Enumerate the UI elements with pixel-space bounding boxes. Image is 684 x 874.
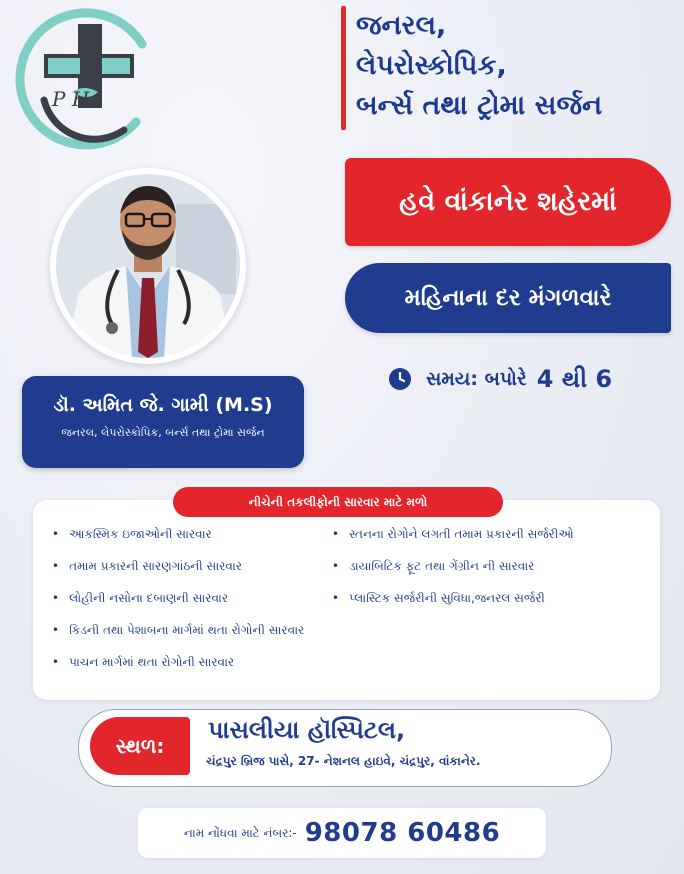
list-item: • તમામ પ્રકારની સારણગાંઠની સારવાર xyxy=(52,550,304,582)
list-item: • સ્તનના રોગોને લગતી તમામ પ્રકારની સર્જરીઓ xyxy=(332,518,574,550)
doctor-name: ડૉ. અમિત જે. ગામી (M.S) xyxy=(53,394,273,416)
list-item: • આકસ્મિક ઇજાઓની સારવાર xyxy=(52,518,304,550)
list-item: • ડાયાબિટિક ફૂટ તથા ગેંગ્રીન ની સારવાર xyxy=(332,550,574,582)
headline-line-2: લેપરોસ્કોપિક, xyxy=(356,50,507,81)
headline xyxy=(356,6,676,126)
contact-card xyxy=(138,808,546,858)
schedule-banner: મહિનાના દર મંગળવારે xyxy=(345,263,671,333)
doctor-name-card xyxy=(22,376,304,468)
contact-phone[interactable]: 98078 60486 xyxy=(304,818,501,848)
services-heading: નીચેની તકલીફોની સારવાર માટે મળો xyxy=(173,487,503,517)
list-item: • લોહીની નસોના દબાણની સારવાર xyxy=(52,582,304,614)
doctor-portrait-icon xyxy=(56,174,240,358)
contact-label: નામ નોંધવા માટે નંબર:- xyxy=(183,825,297,840)
venue-tag: સ્થળ: xyxy=(90,717,190,775)
clinic-logo xyxy=(14,4,164,154)
city-banner: હવે વાંકાનેર શહેરમાં xyxy=(345,158,671,246)
list-item: • પાચન માર્ગમાં થતા રોગોની સારવાર xyxy=(52,646,304,678)
svg-text:P H: P H xyxy=(52,87,90,111)
venue-address: ચંદ્રપુર બ્રિજ પાસે, 27- નેશનલ હાઇવે, ચંદ્રપુર, વાંકાનેર. xyxy=(206,754,481,768)
services-list-right xyxy=(332,518,574,614)
headline-accent-bar xyxy=(341,6,346,130)
time-label: સમય: બપોરે xyxy=(426,368,527,390)
list-item: • પ્લાસ્ટિક સર્જરીની સુવિધા,જનરલ સર્જરી xyxy=(332,582,574,614)
clock-icon xyxy=(388,367,412,391)
services-list-left xyxy=(52,518,304,678)
logo-mark-icon xyxy=(14,4,164,154)
doctor-photo-frame xyxy=(50,168,246,364)
headline-line-3: બર્ન્સ તથા ટ્રોમા સર્જન xyxy=(356,90,603,121)
headline-line-1: જનરલ, xyxy=(356,10,447,41)
time-value: 4 થી 6 xyxy=(536,365,613,393)
venue-name: પાસલીયા હૉસ્પિટલ, xyxy=(208,716,406,744)
doctor-specialty: જનરલ, લેપરોસ્કોપિક, બર્ન્સ તથા ટ્રોમા સર્જન xyxy=(61,426,265,439)
doctor-photo xyxy=(56,174,240,358)
time-row xyxy=(388,362,612,396)
list-item: • કિડની તથા પેશાબના માર્ગમાં થતા રોગોની સારવાર xyxy=(52,614,304,646)
